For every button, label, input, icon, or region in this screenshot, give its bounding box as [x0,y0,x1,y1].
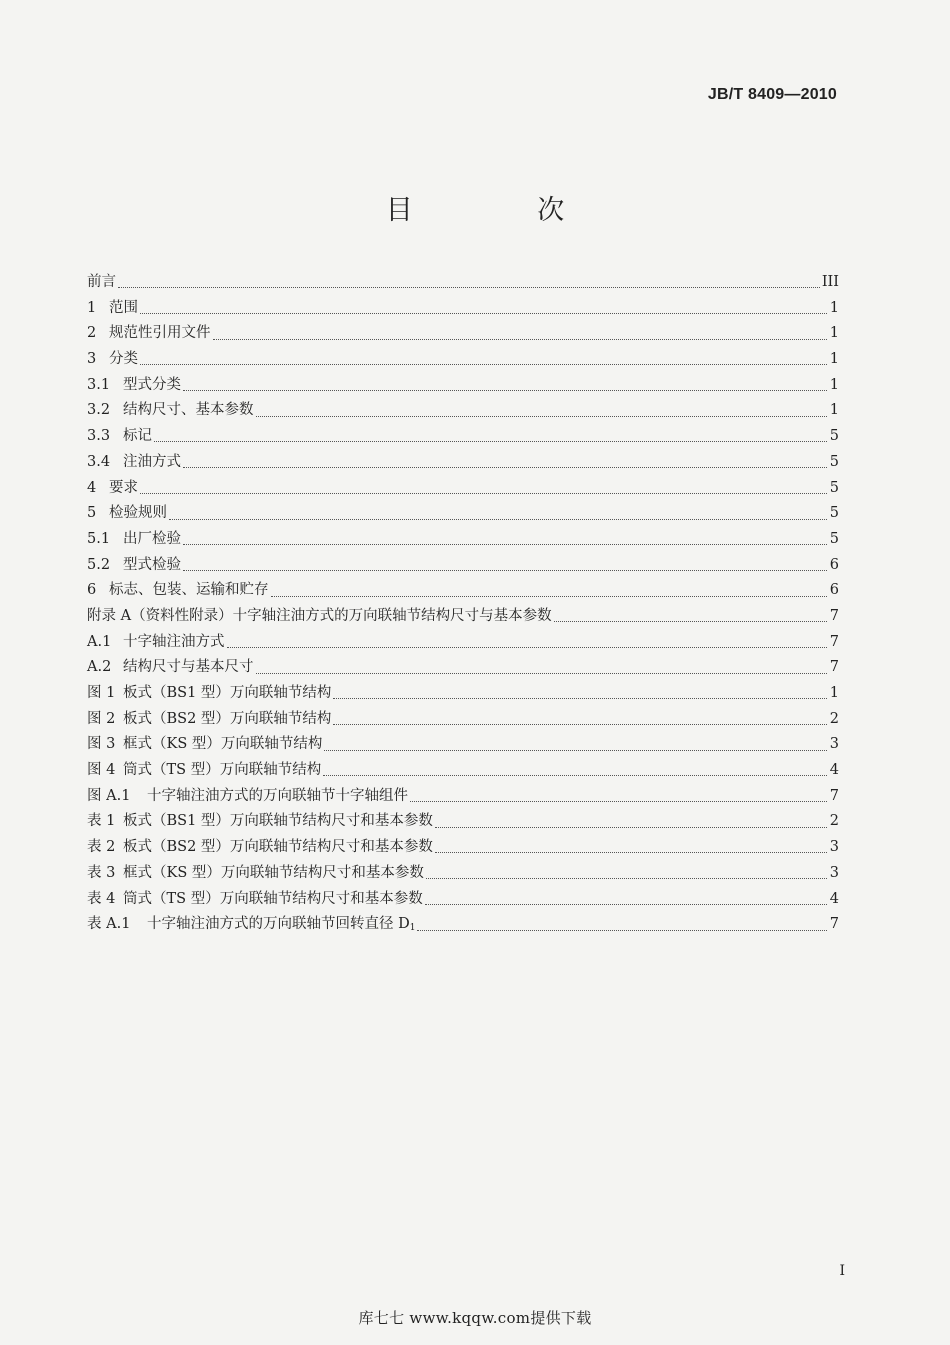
toc-entry-label [87,732,322,758]
toc-entry-label [87,758,321,784]
toc-entry-subscript: 1 [409,923,416,934]
toc-entry-text: 标记 [123,428,152,445]
toc-entry[interactable] [87,861,839,887]
toc-entry[interactable] [87,604,839,630]
toc-entry[interactable] [87,758,839,784]
toc-entry[interactable] [87,398,839,424]
toc-entry-page: 7 [829,607,839,624]
toc-leader-dots [213,339,828,340]
toc-entry-number: 4 [87,479,97,496]
toc-entry-page: 1 [829,376,839,393]
toc-entry-number: 图 3 [87,736,116,753]
toc-entry-number: 5.2 [87,556,111,573]
toc-entry-page: 1 [829,402,839,419]
toc-entry-text: 板式（BS2 型）万向联轴节结构 [123,710,332,727]
toc-entry-number: 3.2 [87,402,111,419]
toc-entry[interactable] [87,681,839,707]
toc-title: 目 次 [385,195,623,226]
toc-entry-number: 5.1 [87,530,111,547]
toc-entry-page: 4 [829,890,839,907]
toc-leader-dots [140,364,827,365]
toc-entry-label [87,887,423,913]
toc-entry-label [87,501,167,527]
toc-entry-number: 表 4 [87,890,116,907]
toc-leader-dots [183,390,827,391]
toc-entry-number: 5 [87,505,97,522]
toc-entry[interactable] [87,373,839,399]
toc-leader-dots [435,852,827,853]
toc-leader-dots [271,596,828,597]
toc-entry-text: 框式（KS 型）万向联轴节结构 [123,736,323,753]
toc-entry-text: 十字轴注油方式的万向联轴节十字轴组件 [147,787,408,804]
toc-entry-page: 7 [829,916,839,933]
toc-entry-number: A.1 [87,633,112,650]
toc-leader-dots [324,750,827,751]
toc-entry-label [87,527,181,553]
toc-entry-number: 图 2 [87,710,116,727]
toc-entry-page: 7 [829,787,839,804]
toc-entry[interactable] [87,707,839,733]
toc-entry-label [87,835,433,861]
toc-entry-text: 结构尺寸、基本参数 [123,402,254,419]
toc-entry-text: 注油方式 [123,453,181,470]
toc-entry-page: 1 [829,299,839,316]
toc-entry[interactable] [87,476,839,502]
toc-entry-label [87,373,181,399]
toc-entry-page: 5 [829,453,839,470]
toc-entry-label [87,296,138,322]
toc-leader-dots [140,313,827,314]
toc-entry[interactable] [87,732,839,758]
toc-entry-label [87,553,181,579]
toc-entry-label [87,912,415,942]
toc-entry-number: 表 1 [87,813,116,830]
toc-entry-text: 出厂检验 [123,530,181,547]
toc-entry[interactable] [87,887,839,913]
toc-entry-text: 范围 [109,299,138,316]
toc-entry-page: 5 [829,530,839,547]
toc-entry-number: 6 [87,582,97,599]
toc-entry-text: 十字轴注油方式 [123,633,225,650]
toc-entry-page: III [821,274,839,290]
toc-leader-dots [227,647,828,648]
toc-entry-page: 2 [829,710,839,727]
table-of-contents [87,270,839,938]
toc-entry[interactable] [87,347,839,373]
toc-leader-dots [183,544,827,545]
toc-entry-text: 标志、包装、运输和贮存 [109,582,269,599]
standard-code: JB/T 8409—2010 [707,86,837,103]
toc-entry-text: 筒式（TS 型）万向联轴节结构 [123,762,322,779]
toc-entry-text: 板式（BS2 型）万向联轴节结构尺寸和基本参数 [123,839,433,856]
footer-watermark: 库七七 www.kqqw.com提供下载 [358,1309,592,1327]
toc-entry-text: 筒式（TS 型）万向联轴节结构尺寸和基本参数 [123,890,423,907]
toc-entry[interactable] [87,630,839,656]
toc-entry-label [87,809,433,835]
toc-entry[interactable] [87,835,839,861]
toc-entry-number: 2 [87,325,97,342]
toc-entry-text: 型式检验 [123,556,181,573]
toc-entry-page: 7 [829,633,839,650]
toc-entry-text: 分类 [109,351,138,368]
toc-entry[interactable] [87,655,839,681]
toc-entry-page: 3 [829,736,839,753]
toc-entry-label [87,321,211,347]
toc-entry-label [87,861,424,887]
toc-entry-number: 图 1 [87,685,116,701]
toc-entry[interactable] [87,527,839,553]
toc-entry[interactable] [87,450,839,476]
toc-leader-dots [554,621,827,622]
toc-leader-dots [333,724,827,725]
toc-entry-number: 3.1 [87,376,111,393]
toc-entry-page: 6 [829,556,839,573]
toc-entry-label [87,450,181,476]
toc-entry-label [87,707,331,733]
toc-leader-dots [333,698,827,699]
toc-entry-label [87,398,254,424]
toc-entry-number: 3.4 [87,453,111,470]
toc-entry[interactable] [87,424,839,450]
toc-entry[interactable] [87,784,839,810]
toc-entry-page: 3 [829,864,839,881]
toc-entry-text: 十字轴注油方式的万向联轴节回转直径 D [147,916,410,933]
toc-entry-page: 1 [829,325,839,342]
toc-entry-text: 板式（BS1 型）万向联轴节结构 [123,685,332,701]
toc-leader-dots [183,570,827,571]
toc-leader-dots [169,519,827,520]
toc-entry[interactable] [87,501,839,527]
toc-entry-page: 4 [829,762,839,779]
toc-entry[interactable] [87,296,839,322]
toc-entry[interactable] [87,553,839,579]
toc-entry-number: 表 2 [87,839,116,856]
toc-entry[interactable] [87,270,839,296]
toc-leader-dots [256,673,828,674]
toc-entry-text: 要求 [109,479,138,496]
toc-entry-number: 3 [87,351,97,368]
toc-entry[interactable] [87,321,839,347]
toc-entry[interactable] [87,809,839,835]
toc-entry-label [87,681,331,707]
toc-entry-label [87,270,116,296]
toc-entry-text: 板式（BS1 型）万向联轴节结构尺寸和基本参数 [123,813,433,830]
toc-entry[interactable] [87,578,839,604]
toc-leader-dots [323,775,827,776]
toc-entry-number: 图 A.1 [87,787,131,804]
toc-entry-number: A.2 [87,659,112,676]
toc-entry-text: 前言 [87,274,116,290]
toc-entry-page: 5 [829,479,839,496]
toc-entry-number: 3.3 [87,428,111,445]
toc-leader-dots [426,878,827,879]
toc-leader-dots [256,416,828,417]
toc-entry-text: 结构尺寸与基本尺寸 [123,659,254,676]
toc-entry-page: 1 [829,351,839,368]
toc-leader-dots [410,801,827,802]
toc-entry-label [87,578,269,604]
toc-entry-number: 1 [87,299,97,316]
toc-entry-page: 2 [829,813,839,830]
toc-entry-number: 图 4 [87,762,116,779]
toc-entry-text: 型式分类 [123,376,181,393]
page-number: I [839,1263,845,1279]
toc-entry-page: 1 [829,685,839,701]
toc-leader-dots [417,930,827,931]
toc-entry-label [87,784,408,810]
toc-leader-dots [154,441,827,442]
toc-leader-dots [435,827,827,828]
toc-leader-dots [118,287,820,288]
toc-entry-text: 附录 A（资料性附录）十字轴注油方式的万向联轴节结构尺寸与基本参数 [87,607,552,624]
toc-entry-text: 检验规则 [109,505,167,522]
toc-entry-label [87,424,152,450]
toc-entry-page: 5 [829,428,839,445]
toc-leader-dots [425,904,827,905]
toc-entry-page: 6 [829,582,839,599]
toc-entry-label [87,476,138,502]
toc-entry-text: 规范性引用文件 [109,325,211,342]
toc-entry-number: 表 3 [87,864,116,881]
toc-entry-label [87,347,138,373]
toc-entry-label [87,655,254,681]
toc-entry[interactable] [87,912,839,938]
toc-leader-dots [140,493,827,494]
toc-entry-page: 5 [829,505,839,522]
toc-entry-label [87,604,552,630]
toc-entry-page: 3 [829,839,839,856]
toc-leader-dots [183,467,827,468]
toc-entry-number: 表 A.1 [87,916,131,933]
toc-entry-text: 框式（KS 型）万向联轴节结构尺寸和基本参数 [123,864,424,881]
toc-entry-label [87,630,225,656]
toc-entry-page: 7 [829,659,839,676]
